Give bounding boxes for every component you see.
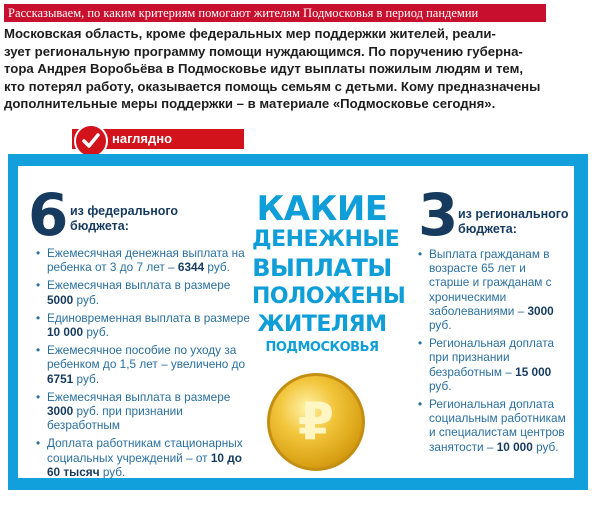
- lead-line: дополнительные меры поддержки – в материале «Подмосковье сегодня».: [4, 96, 496, 111]
- regional-item: • Выплата гражданам в возрасте 65 лет и старше и гражданам с хроническими заболеваниями – 3000 руб.: [418, 247, 568, 332]
- headline-line: ПОДМОСКОВЬЯ: [265, 340, 379, 355]
- federal-list: [36, 246, 258, 483]
- badge-label: наглядно: [112, 131, 173, 146]
- federal-item: • Ежемесячная выплата в размере 3000 руб. при признании безработным: [36, 390, 258, 433]
- headline-line: ПОЛОЖЕНЫ: [252, 284, 406, 309]
- regional-list: [418, 247, 568, 458]
- federal-caption-line: бюджета:: [70, 219, 129, 233]
- federal-item: • Ежемесячная денежная выплата на ребенка от 3 до 7 лет – 6344 руб.: [36, 246, 258, 274]
- federal-item: • Доплата работникам стационарных социальных учреждений – от 10 до 60 тысяч руб.: [36, 436, 258, 479]
- federal-item: • Ежемесячная выплата в размере 5000 руб.: [36, 278, 258, 306]
- federal-caption: [70, 204, 178, 234]
- regional-item: • Региональная доплата при признании безработным – 15 000 руб.: [418, 336, 568, 393]
- federal-item: • Единовременная выплата в размере 10 000 руб.: [36, 311, 258, 339]
- regional-caption-line: бюджета:: [458, 222, 517, 236]
- federal-count: 6: [28, 181, 69, 249]
- lead-line: зует региональную программу помощи нуждающимся. По поручению губерна-: [4, 43, 523, 59]
- federal-item: • Ежемесячное пособие по уходу за ребенком до 1,5 лет – увеличено до 6751 руб.: [36, 343, 258, 386]
- checkmark-icon: [74, 124, 108, 158]
- headline-line: ДЕНЕЖНЫЕ: [252, 227, 400, 252]
- checkmark-icon-svg: [76, 126, 106, 156]
- infographic-headline: [252, 189, 406, 357]
- article-kicker: Рассказываем, по каким критериям помогают жителям Подмосковья в период пандемии: [4, 4, 546, 22]
- headline-line: ВЫПЛАТЫ: [252, 254, 392, 282]
- ruble-coin-icon: [267, 373, 365, 471]
- lead-line: кто потерял работу, оказывается помощь семьям с детьми. Кому предназначены: [4, 78, 541, 94]
- lead-line: Московская область, кроме федеральных мер поддержки жителей, реали-: [4, 26, 496, 41]
- headline-line: КАКИЕ: [256, 189, 388, 229]
- regional-caption-line: из регионального: [458, 207, 569, 221]
- federal-caption-line: из федерального: [70, 204, 179, 218]
- lead-line: тора Андрея Воробьёва в Подмосковье идут выплаты пожилым людям и тем,: [4, 61, 524, 76]
- headline-line: ЖИТЕЛЯМ: [257, 312, 387, 337]
- regional-caption: [458, 207, 568, 237]
- regional-count: 3: [418, 181, 459, 249]
- ruble-sign: ₽: [297, 392, 335, 452]
- regional-item: • Региональная доплата социальным работникам и специалистам центров занятости – 10 000 руб.: [418, 397, 568, 454]
- lead-paragraph: [4, 25, 594, 113]
